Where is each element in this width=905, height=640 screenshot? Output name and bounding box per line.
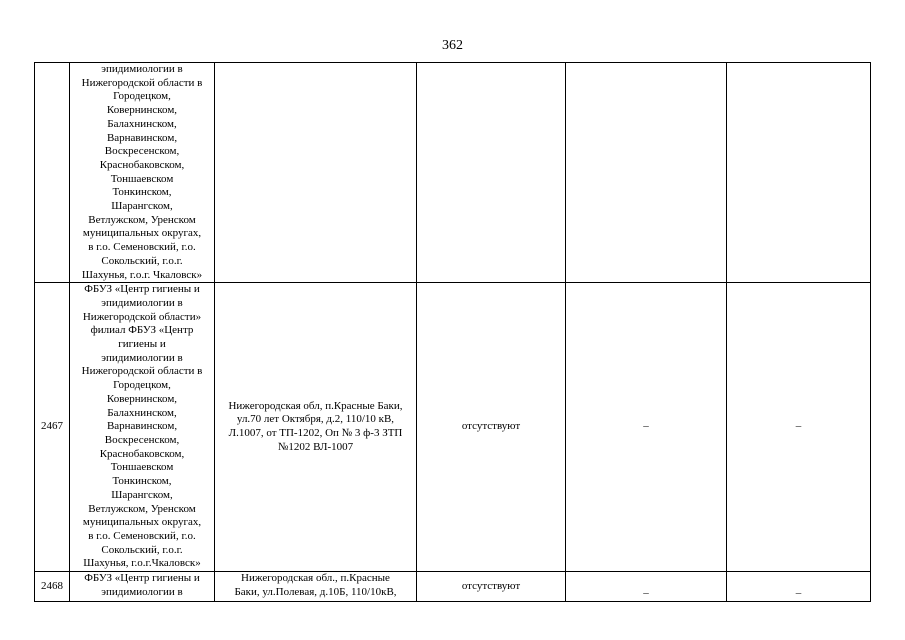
address-line: Баки, ул.Полевая, д.10Б, 110/10кВ, bbox=[234, 585, 397, 598]
column-5-cell: – bbox=[566, 572, 727, 602]
organization-line: Краснобаковском, bbox=[99, 158, 185, 171]
table-row bbox=[35, 63, 871, 283]
organization-line: Нижегородской области в bbox=[81, 76, 203, 89]
column-6-cell: – bbox=[727, 572, 871, 602]
organization-line: эпидимиологии в bbox=[101, 351, 183, 364]
row-number-cell: 2468 bbox=[35, 572, 70, 602]
address-line: Нижегородская обл, п.Красные Баки, bbox=[228, 399, 403, 412]
organization-cell bbox=[70, 572, 215, 602]
organization-line: в г.о. Семеновский, г.о. bbox=[88, 529, 196, 542]
organization-line: Сокольский, г.о.г. bbox=[101, 543, 183, 556]
address-line: Нижегородская обл., п.Красные bbox=[241, 572, 390, 585]
organization-line: эпидимиологии в bbox=[101, 296, 183, 309]
organization-line: муниципальных округах, bbox=[82, 227, 202, 240]
organization-line: Воскресенском, bbox=[104, 145, 180, 158]
organization-line: Ковернинском, bbox=[106, 104, 178, 117]
organization-line: Тоншаевском bbox=[110, 172, 174, 185]
organization-line: Тоншаевском bbox=[110, 461, 174, 474]
organization-cell bbox=[70, 283, 215, 572]
organization-line: ФБУЗ «Центр гигиены и bbox=[84, 283, 200, 296]
organization-line: Варнавинском, bbox=[106, 131, 178, 144]
column-6-cell: – bbox=[727, 283, 871, 572]
organization-line: Варнавинском, bbox=[106, 420, 178, 433]
organization-line: муниципальных округах, bbox=[82, 516, 202, 529]
address-cell bbox=[215, 572, 417, 602]
table-row bbox=[35, 572, 871, 602]
registry-table bbox=[34, 62, 871, 602]
organization-line: Ковернинском, bbox=[106, 392, 178, 405]
column-5-cell bbox=[566, 63, 727, 283]
organization-line: Тонкинском, bbox=[112, 475, 172, 488]
restrictions-cell bbox=[417, 63, 566, 283]
page-number: 362 bbox=[442, 38, 463, 53]
organization-line: Ветлужском, Уренском bbox=[88, 502, 196, 515]
address-cell bbox=[215, 283, 417, 572]
organization-cell bbox=[70, 63, 215, 283]
row-number-cell bbox=[35, 63, 70, 283]
row-number-cell: 2467 bbox=[35, 283, 70, 572]
column-5-cell: – bbox=[566, 283, 727, 572]
organization-line: Краснобаковском, bbox=[99, 447, 185, 460]
organization-line: гигиены и bbox=[118, 338, 166, 351]
organization-line: в г.о. Семеновский, г.о. bbox=[88, 241, 196, 254]
organization-line: эпидимиологии в bbox=[101, 63, 183, 75]
restrictions-cell: отсутствуют bbox=[417, 572, 566, 602]
organization-line: Шахунья, г.о.г. Чкаловск» bbox=[81, 268, 203, 281]
organization-line: Балахнинском, bbox=[107, 117, 177, 130]
organization-line: Городецком, bbox=[113, 379, 171, 392]
organization-line: Шарангском, bbox=[111, 488, 173, 501]
table-row bbox=[35, 283, 871, 572]
organization-line: Воскресенском, bbox=[104, 433, 180, 446]
organization-line: ФБУЗ «Центр гигиены и bbox=[84, 572, 200, 585]
organization-line: Тонкинском, bbox=[112, 186, 172, 199]
address-cell bbox=[215, 63, 417, 283]
organization-line: Балахнинском, bbox=[107, 406, 177, 419]
organization-line: эпидимиологии в bbox=[101, 585, 183, 598]
organization-line: филиал ФБУЗ «Центр bbox=[90, 324, 194, 337]
address-line: Л.1007, от ТП-1202, Оп № 3 ф-3 ЗТП bbox=[228, 427, 403, 440]
organization-line: Нижегородской области» bbox=[82, 310, 202, 323]
organization-line: Шарангском, bbox=[111, 200, 173, 213]
organization-line: Ветлужском, Уренском bbox=[88, 213, 196, 226]
address-line: ул.70 лет Октября, д.2, 110/10 кВ, bbox=[236, 413, 395, 426]
organization-line: Городецком, bbox=[113, 90, 171, 103]
restrictions-cell: отсутствуют bbox=[417, 283, 566, 572]
organization-line: Шахунья, г.о.г.Чкаловск» bbox=[83, 557, 201, 570]
address-line: №1202 ВЛ-1007 bbox=[277, 440, 354, 453]
column-6-cell bbox=[727, 63, 871, 283]
organization-line: Нижегородской области в bbox=[81, 365, 203, 378]
organization-line: Сокольский, г.о.г. bbox=[101, 254, 183, 267]
